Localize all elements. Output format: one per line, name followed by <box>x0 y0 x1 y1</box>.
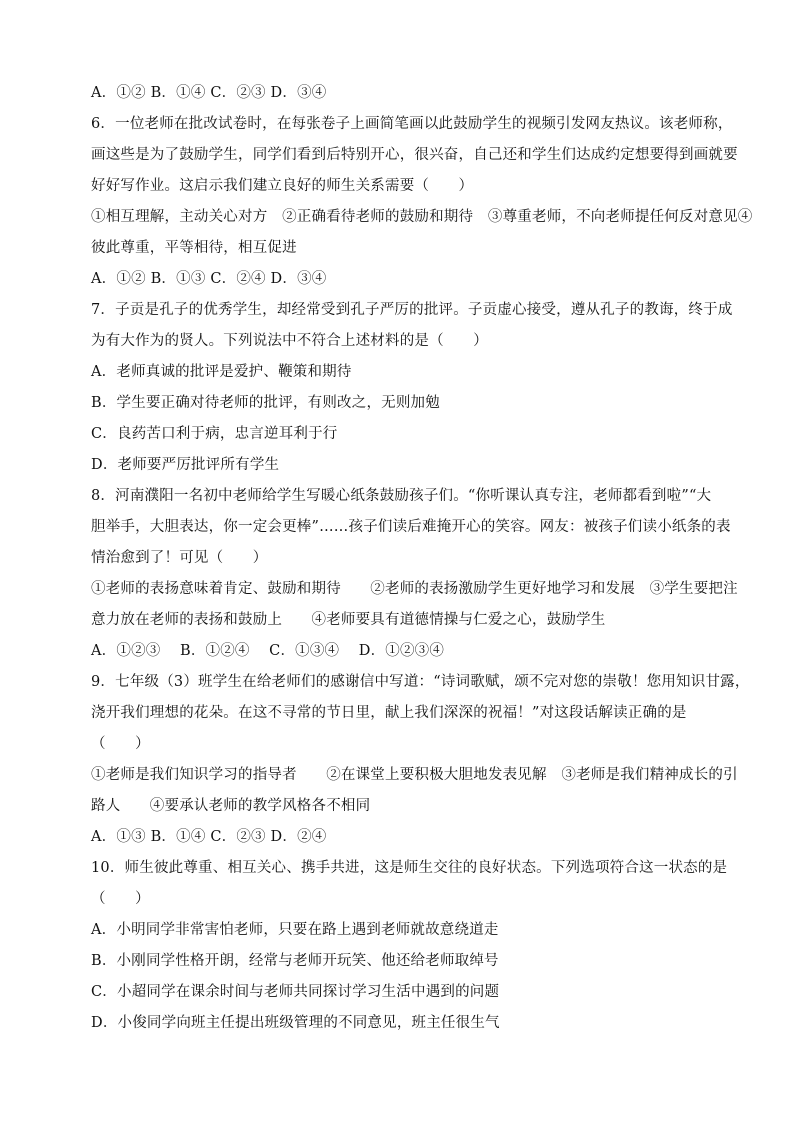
q9-answer-blank: （ ） <box>91 736 150 752</box>
q7-stem-line-2: 为有大作为的贤人。下列说法中不符合上述材料的是（ ） <box>91 333 488 349</box>
q6-stem-line-1: 6．一位老师在批改试卷时，在每张卷子上画简笔画以此鼓励学生的视频引发网友热议。该老师称， <box>91 116 733 132</box>
q5-options: A．①② B．①④ C．②③ D．③④ <box>91 85 327 101</box>
q8-stem-line-3: 情治愈到了！可见（ ） <box>91 550 268 566</box>
q7-option-d: D．老师要严厉批评所有学生 <box>91 457 280 473</box>
q10-option-b: B．小刚同学性格开朗，经常与老师开玩笑、他还给老师取绰号 <box>91 953 499 969</box>
q8-options: A．①②③ B．①②④ C．①③④ D．①②③④ <box>91 643 445 659</box>
q6-stem-line-2: 画这些是为了鼓励学生，同学们看到后特别开心，很兴奋，自己还和学生们达成约定想要得到画就要 <box>91 147 738 163</box>
q7-option-a: A．老师真诚的批评是爱护、鞭策和期待 <box>91 364 352 380</box>
q6-options: A．①② B．①③ C．②④ D．③④ <box>91 271 327 287</box>
q7-option-b: B．学生要正确对待老师的批评，有则改之，无则加勉 <box>91 395 440 411</box>
q10-option-d: D．小俊同学向班主任提出班级管理的不同意见，班主任很生气 <box>91 1015 500 1031</box>
q6-items-line-2: 彼此尊重，平等相待，相互促进 <box>91 240 297 256</box>
q9-items-line-1: ①老师是我们知识学习的指导者 ②在课堂上要积极大胆地发表见解 ③老师是我们精神成长的引 <box>91 767 738 783</box>
q9-stem-line-2: 浇开我们理想的花朵。在这不寻常的节日里，献上我们深深的祝福！”对这段话解读正确的是 <box>91 705 687 721</box>
q6-items-line-1: ①相互理解，主动关心对方 ②正确看待老师的鼓励和期待 ③尊重老师，不向老师提任何反对意见④ <box>91 209 753 225</box>
q9-items-line-2: 路人 ④要承认老师的教学风格各不相同 <box>91 798 371 814</box>
q6-stem-line-3: 好好写作业。这启示我们建立良好的师生关系需要（ ） <box>91 178 474 194</box>
q7-option-c: C．良药苦口利于病，忠言逆耳利于行 <box>91 426 338 442</box>
q8-items-line-1: ①老师的表扬意味着肯定、鼓励和期待 ②老师的表扬激励学生更好地学习和发展 ③学生要把注 <box>91 581 738 597</box>
q9-options: A．①③ B．①④ C．②③ D．②④ <box>91 829 327 845</box>
q8-stem-line-1: 8．河南濮阳一名初中老师给学生写暖心纸条鼓励孩子们。“你听课认真专注，老师都看到啦”“大 <box>91 488 712 504</box>
q8-items-line-2: 意力放在老师的表扬和鼓励上 ④老师要具有道德情操与仁爱之心，鼓励学生 <box>91 612 606 628</box>
q9-stem-line-1: 9．七年级（3）班学生在给老师们的感谢信中写道：“诗词歌赋，颂不完对您的崇敬！您用知识甘露， <box>91 674 750 690</box>
q10-option-a: A．小明同学非常害怕老师，只要在路上遇到老师就故意绕道走 <box>91 922 499 938</box>
q10-stem-line-1: 10．师生彼此尊重、相互关心、携手共进，这是师生交往的良好状态。下列选项符合这一状态的是 <box>91 860 728 876</box>
q7-stem-line-1: 7．子贡是孔子的优秀学生，却经常受到孔子严厉的批评。子贡虚心接受，遵从孔子的教诲，终于成 <box>91 302 733 318</box>
q10-option-c: C．小超同学在课余时间与老师共同探讨学习生活中遇到的问题 <box>91 984 500 1000</box>
q10-answer-blank: （ ） <box>91 891 150 907</box>
q8-stem-line-2: 胆举手，大胆表达，你一定会更棒”……孩子们读后难掩开心的笑容。网友：被孩子们读小纸条的表 <box>91 519 731 535</box>
